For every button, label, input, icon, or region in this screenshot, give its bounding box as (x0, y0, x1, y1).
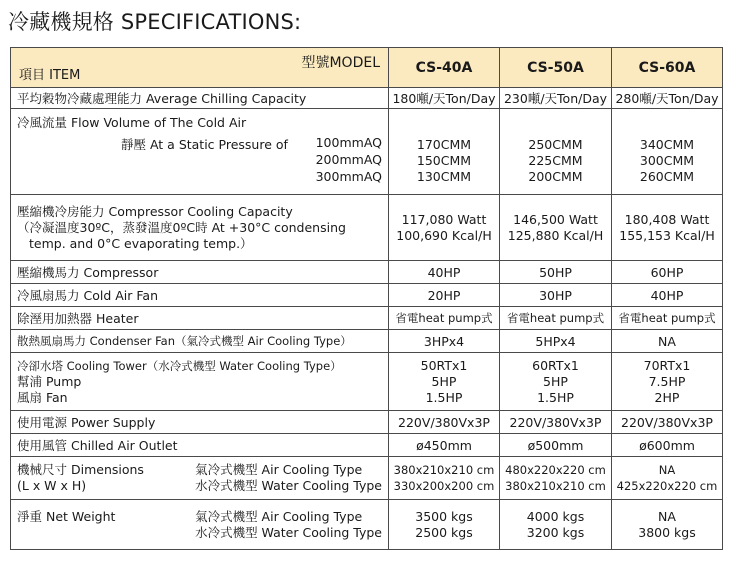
table-row (11, 88, 723, 109)
cell-line: 480x220x220 cm (505, 463, 606, 477)
value-cell: 3HPx4 (389, 330, 500, 353)
value-cell: 220V/380Vx3P (612, 411, 723, 434)
cell-line: 3500 kgs (415, 508, 473, 524)
label-line: temp. and 0°C evaporating temp.） (29, 235, 253, 251)
flow-volume-label: 冷風流量 Flow Volume of The Cold Air (17, 115, 247, 130)
value-cell: 220V/380Vx3P (500, 411, 612, 434)
row-label-cooling-tower (11, 353, 389, 411)
item-label: 項目 ITEM (19, 68, 81, 83)
value-cell (500, 109, 612, 195)
value-cell: ø450mm (389, 434, 500, 457)
label-line: 冷卻水塔 Cooling Tower（水冷式機型 Water Cooling Type） (17, 358, 342, 373)
label-line: 壓縮機冷房能力 Compressor Cooling Capacity (17, 203, 293, 219)
model-cs-50a: CS-50A (500, 48, 612, 88)
cell-line: 146,500 Watt (513, 211, 598, 227)
row-label-power-supply: 使用電源 Power Supply (11, 411, 389, 434)
value-cell (500, 195, 612, 261)
value-cell (389, 109, 500, 195)
row-label-chilled-air-outlet: 使用風管 Chilled Air Outlet (11, 434, 389, 457)
table-row (11, 261, 723, 284)
cell-line: 1.5HP (537, 389, 574, 405)
value-cell (612, 109, 723, 195)
value-cell (612, 353, 723, 411)
value-cell: 180噸/天Ton/Day (389, 88, 500, 109)
value-cell: 省電heat pump式 (389, 307, 500, 330)
value-cell (612, 457, 723, 500)
cell-line: NA (658, 463, 676, 477)
model-label: 型號MODEL (301, 55, 380, 71)
cell-line: 5HP (543, 373, 568, 389)
value-cell: 30HP (500, 284, 612, 307)
value-cell (612, 195, 723, 261)
value-cell: 20HP (389, 284, 500, 307)
table-row (11, 284, 723, 307)
cell-line: 340CMM (639, 136, 695, 152)
cell-line: 4000 kgs (526, 508, 585, 524)
value-cell: 50HP (500, 261, 612, 284)
cell-line: 1.5HP (425, 389, 463, 405)
table-row (11, 109, 723, 195)
pressure-value: 200mmAQ (315, 152, 382, 167)
cell-line: 100,690 Kcal/H (396, 227, 492, 243)
table-row (11, 500, 723, 550)
pressure-value: 300mmAQ (315, 169, 382, 184)
cell-line: NA (658, 508, 676, 524)
label-line: （冷凝溫度30ºC，蒸發溫度0ºC時 At +30°C condensing (17, 219, 346, 235)
row-label-compressor-capacity (11, 195, 389, 261)
row-label-heater: 除溼用加熱器 Heater (11, 307, 389, 330)
cell-line: 3800 kgs (638, 524, 696, 540)
label-line: 風扇 Fan (17, 389, 68, 405)
label-line: 水冷式機型 Water Cooling Type (195, 478, 382, 493)
row-label-dimensions (11, 457, 389, 500)
value-cell: NA (612, 330, 723, 353)
value-cell (389, 195, 500, 261)
value-cell (500, 353, 612, 411)
value-cell (612, 500, 723, 550)
label-line: 淨重 Net Weight (17, 508, 116, 524)
cell-line: 2HP (654, 389, 680, 405)
specifications-table (10, 47, 723, 550)
cell-line: 330x200x200 cm (393, 479, 495, 493)
cell-line: 5HP (431, 373, 457, 389)
cell-line: 170CMM (416, 136, 472, 152)
static-pressure-label: 靜壓 At a Static Pressure of (121, 137, 288, 152)
cell-line: 130CMM (416, 168, 472, 184)
model-cs-40a: CS-40A (389, 48, 500, 88)
table-row (11, 411, 723, 434)
value-cell (500, 500, 612, 550)
row-label-net-weight (11, 500, 389, 550)
value-cell: ø600mm (612, 434, 723, 457)
cell-line: 125,880 Kcal/H (507, 227, 604, 243)
row-label-chilling-capacity: 平均穀物冷藏處理能力 Average Chilling Capacity (11, 88, 389, 109)
cell-line: 50RTx1 (420, 357, 468, 373)
cell-line: 225CMM (528, 152, 583, 168)
table-row (11, 307, 723, 330)
pressure-value: 100mmAQ (315, 135, 382, 150)
value-cell (389, 457, 500, 500)
row-label-cold-air-fan: 冷風扇馬力 Cold Air Fan (11, 284, 389, 307)
cell-line: 180,408 Watt (624, 211, 710, 227)
cell-line: 2500 kgs (415, 524, 473, 540)
cell-line: 200CMM (528, 168, 583, 184)
value-cell (389, 353, 500, 411)
model-cs-60a: CS-60A (612, 48, 723, 88)
value-cell (389, 500, 500, 550)
item-model-header (11, 48, 389, 88)
value-cell: ø500mm (500, 434, 612, 457)
cell-line: 155,153 Kcal/H (619, 227, 715, 243)
table-row (11, 330, 723, 353)
label-line: 水冷式機型 Water Cooling Type (195, 524, 382, 540)
cell-line: 300CMM (639, 152, 695, 168)
table-row (11, 457, 723, 500)
value-cell: 40HP (389, 261, 500, 284)
label-line: (L x W x H) (17, 478, 87, 493)
cell-line: 425x220x220 cm (616, 479, 718, 493)
cell-line: 380x210x210 cm (393, 463, 495, 477)
cell-line: 3200 kgs (526, 524, 585, 540)
value-cell: 280噸/天Ton/Day (612, 88, 723, 109)
label-line: 氣冷式機型 Air Cooling Type (195, 462, 363, 477)
label-line: 幫浦 Pump (17, 373, 82, 389)
cell-line: 7.5HP (648, 373, 686, 389)
value-cell: 60HP (612, 261, 723, 284)
value-cell: 省電heat pump式 (500, 307, 612, 330)
value-cell (500, 457, 612, 500)
value-cell: 40HP (612, 284, 723, 307)
value-cell: 230噸/天Ton/Day (500, 88, 612, 109)
cell-line: 260CMM (639, 168, 695, 184)
label-line: 機械尺寸 Dimensions (17, 462, 144, 477)
cell-line: 380x210x210 cm (505, 479, 606, 493)
row-label-flow-volume (11, 109, 389, 195)
cell-line: 70RTx1 (643, 357, 691, 373)
header-row (11, 48, 723, 88)
value-cell: 220V/380Vx3P (389, 411, 500, 434)
table-row (11, 434, 723, 457)
value-cell: 省電heat pump式 (612, 307, 723, 330)
row-label-compressor: 壓縮機馬力 Compressor (11, 261, 389, 284)
table-row (11, 195, 723, 261)
cell-line: 150CMM (416, 152, 472, 168)
page-title: 冷藏機規格 SPECIFICATIONS: (8, 10, 302, 34)
value-cell: 5HPx4 (500, 330, 612, 353)
cell-line: 60RTx1 (532, 357, 579, 373)
table-row (11, 353, 723, 411)
cell-line: 117,080 Watt (401, 211, 487, 227)
cell-line: 250CMM (528, 136, 583, 152)
label-line: 氣冷式機型 Air Cooling Type (195, 508, 363, 524)
row-label-condenser-fan: 散熱風扇馬力 Condenser Fan（氣冷式機型 Air Cooling Type） (11, 330, 389, 353)
